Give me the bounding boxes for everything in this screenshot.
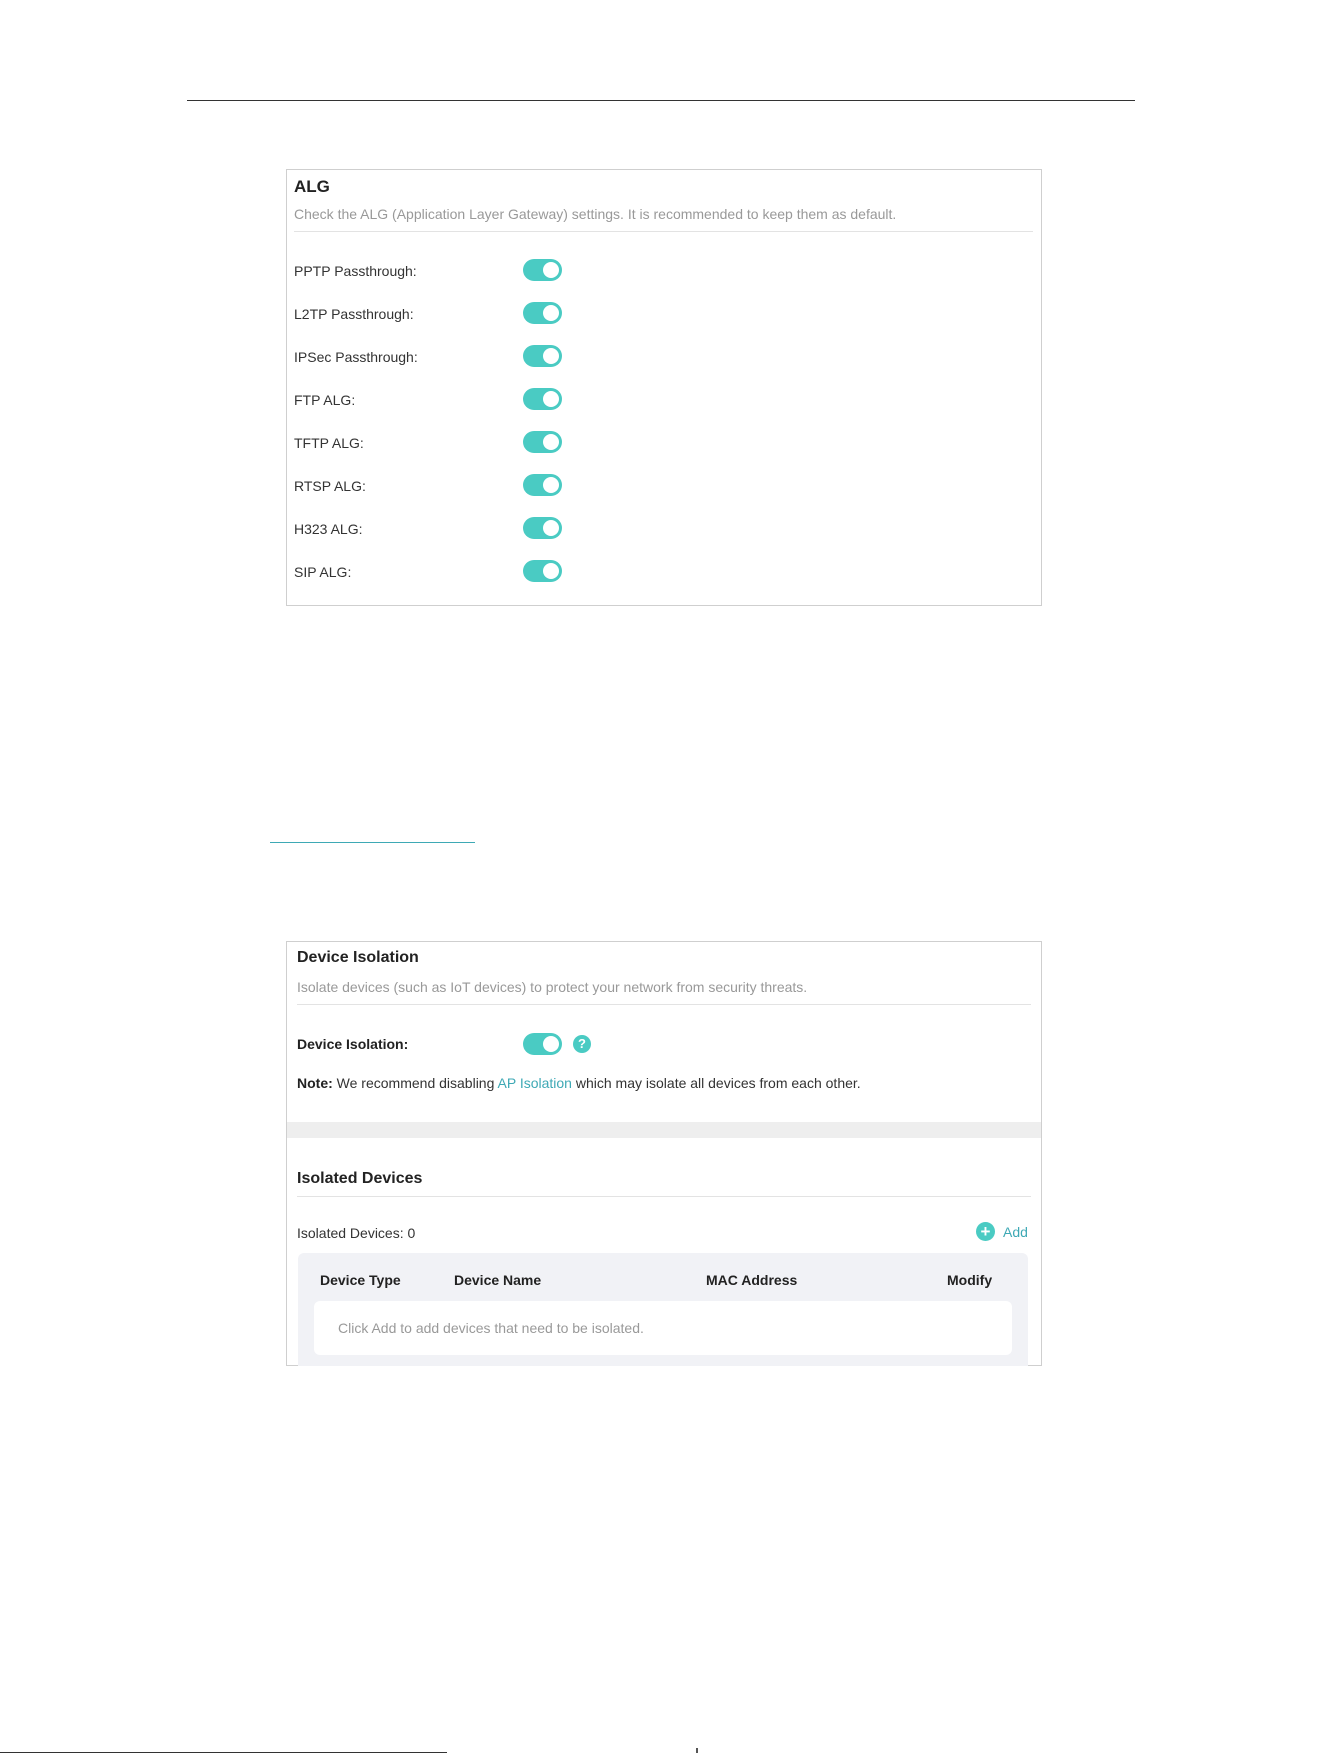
device-isolation-description: Isolate devices (such as IoT devices) to protect your network from security threats. [297,979,808,995]
sip-alg-toggle[interactable] [523,560,562,582]
isolation-note [297,1075,861,1091]
rtsp-alg-toggle[interactable] [523,474,562,496]
column-header-device-name: Device Name [454,1272,542,1288]
table-empty-row [314,1301,1012,1355]
add-button[interactable] [976,1222,1028,1241]
toggle-knob [543,1036,559,1052]
device-isolation-panel [286,941,1042,1366]
alg-row-label: TFTP ALG: [294,435,364,451]
isolated-devices-table [298,1253,1028,1366]
ipsec-passthrough-toggle[interactable] [523,345,562,367]
toggle-knob [543,262,559,278]
ftp-alg-toggle[interactable] [523,388,562,410]
alg-description: Check the ALG (Application Layer Gateway) settings. It is recommended to keep them as default. [294,206,897,222]
alg-row-label: SIP ALG: [294,564,352,580]
table-empty-text: Click Add to add devices that need to be isolated. [338,1320,644,1336]
note-text-before: We recommend disabling [336,1075,495,1091]
pptp-passthrough-toggle[interactable] [523,259,562,281]
alg-panel [286,169,1042,606]
alg-row-label: RTSP ALG: [294,478,366,494]
header-rule [187,100,1135,101]
alg-row-label: FTP ALG: [294,392,356,408]
toggle-knob [543,305,559,321]
note-label: Note: [297,1075,333,1091]
help-icon[interactable]: ? [573,1035,591,1053]
column-header-modify: Modify [947,1272,993,1288]
toggle-knob [543,391,559,407]
link-underline [270,842,475,843]
footer-rule [0,1752,447,1753]
l2tp-passthrough-toggle[interactable] [523,302,562,324]
isolated-devices-divider [297,1196,1031,1197]
tftp-alg-toggle[interactable] [523,431,562,453]
section-separator-band [287,1122,1041,1138]
toggle-knob [543,434,559,450]
toggle-knob [543,563,559,579]
column-header-mac-address: MAC Address [706,1272,798,1288]
alg-row-label: IPSec Passthrough: [294,349,418,365]
toggle-knob [543,348,559,364]
footer-mark [696,1748,698,1753]
alg-title: ALG [294,177,330,196]
alg-divider [294,231,1033,232]
device-isolation-toggle[interactable] [523,1033,562,1055]
alg-row-label: H323 ALG: [294,521,363,537]
add-label: Add [1003,1223,1028,1240]
toggle-knob [543,477,559,493]
device-isolation-divider [297,1004,1031,1005]
h323-alg-toggle[interactable] [523,517,562,539]
isolated-devices-count: Isolated Devices: 0 [297,1225,416,1241]
alg-row-label: L2TP Passthrough: [294,306,414,322]
note-text-after: which may isolate all devices from each other. [575,1075,861,1091]
add-icon: + [976,1222,995,1241]
device-isolation-title: Device Isolation [297,949,419,966]
column-header-device-type: Device Type [320,1272,401,1288]
isolated-devices-title: Isolated Devices [297,1170,423,1187]
toggle-knob [543,520,559,536]
alg-row-label: PPTP Passthrough: [294,263,417,279]
ap-isolation-link[interactable]: AP Isolation [497,1075,572,1091]
device-isolation-label: Device Isolation: [297,1036,409,1052]
